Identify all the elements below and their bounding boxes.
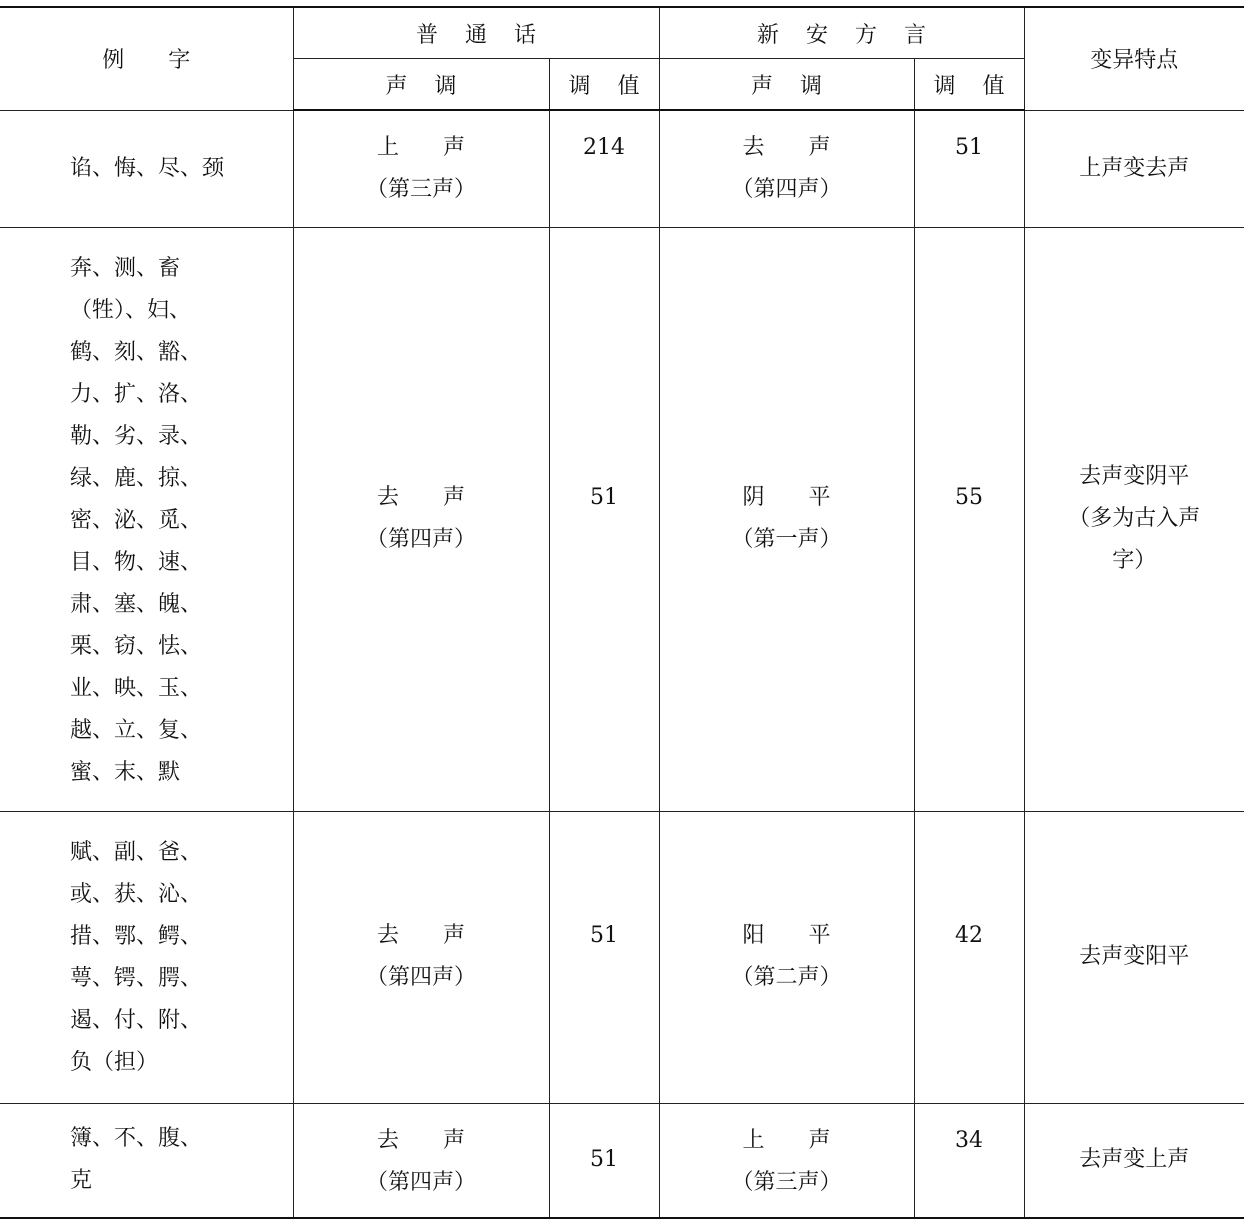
example-chars-line: 勒、劣、录、 (70, 423, 203, 449)
putonghua-value-cell: 214 (549, 110, 659, 227)
feature-line: 去声变阴平 (1079, 464, 1190, 489)
header-xa-value: 调 值 (914, 59, 1024, 111)
putonghua-tone-line: 上 声 (376, 135, 465, 160)
table-row (0, 227, 1244, 811)
feature-line: （多为古入声 (1068, 506, 1201, 531)
xinan-tone-line: 阴 平 (742, 485, 831, 510)
putonghua-value-cell: 51 (549, 811, 659, 1103)
xinan-tone-line: （第四声） (731, 177, 842, 202)
example-chars-line: （牲）、妇、 (70, 297, 192, 323)
feature-cell (1024, 110, 1244, 227)
table-row (0, 811, 1244, 1103)
xinan-tone-cell (659, 110, 914, 227)
putonghua-tone-cell (293, 811, 549, 1103)
feature-line: 去声变上声 (1079, 1147, 1190, 1173)
feature-cell (1024, 811, 1244, 1103)
xinan-tone-cell (659, 1103, 914, 1218)
example-chars-cell (0, 1103, 293, 1218)
feature-cell (1024, 227, 1244, 811)
header-xa-tone: 声 调 (659, 59, 914, 111)
xinan-tone-cell (659, 227, 914, 811)
xinan-value-cell: 51 (914, 110, 1024, 227)
example-chars-cell (0, 110, 293, 227)
xinan-tone-line: 上 声 (742, 1127, 831, 1153)
example-chars-line: 越、立、复、 (70, 717, 203, 743)
feature-line: 字） (1112, 548, 1157, 573)
header-pth-tone: 声 调 (293, 59, 549, 111)
table-row (0, 1103, 1244, 1218)
table-row (0, 110, 1244, 227)
feature-line: 上声变去声 (1079, 155, 1190, 181)
example-chars-line: 业、映、玉、 (70, 675, 203, 701)
table-body (0, 110, 1244, 1218)
example-chars-line: 目、物、速、 (70, 549, 203, 575)
putonghua-tone-cell (293, 227, 549, 811)
example-chars-line: 负（担） (70, 1049, 159, 1075)
example-chars-line: 措、鄂、鳄、 (70, 923, 203, 949)
xinan-tone-line: （第一声） (731, 527, 842, 552)
example-chars-line: 萼、锷、腭、 (70, 965, 203, 991)
header-example: 例 字 (0, 7, 293, 110)
header-pth-value: 调 值 (549, 59, 659, 111)
example-chars-line: 力、扩、洛、 (70, 381, 203, 407)
putonghua-tone-line: （第四声） (365, 965, 476, 990)
header-feature: 变异特点 (1024, 7, 1244, 110)
header-xinan-dialect: 新 安 方 言 (659, 7, 1024, 59)
tone-comparison-table (0, 6, 1244, 1219)
example-chars-line: 或、获、沁、 (70, 881, 203, 907)
example-chars-line: 克 (70, 1168, 93, 1194)
putonghua-tone-line: 去 声 (376, 923, 465, 948)
example-chars-cell (0, 227, 293, 811)
putonghua-tone-line: 去 声 (376, 1127, 465, 1153)
xinan-value-cell: 34 (914, 1103, 1024, 1218)
putonghua-tone-cell (293, 110, 549, 227)
example-chars-line: 遏、付、附、 (70, 1007, 203, 1033)
feature-cell (1024, 1103, 1244, 1218)
putonghua-tone-line: （第四声） (365, 527, 476, 552)
example-chars-line: 栗、窃、怯、 (70, 633, 203, 659)
example-chars-line: 密、泌、觅、 (70, 507, 203, 533)
example-chars-line: 簿、不、腹、 (70, 1126, 203, 1152)
xinan-tone-line: （第三声） (731, 1169, 842, 1195)
xinan-tone-line: 去 声 (742, 135, 831, 160)
example-chars-line: 谄、悔、尽、颈 (70, 155, 225, 181)
feature-line: 去声变阳平 (1079, 944, 1190, 969)
example-chars-line: 奔、测、畜 (70, 255, 181, 281)
header-row-1 (0, 7, 1244, 59)
putonghua-tone-line: （第四声） (365, 1169, 476, 1195)
putonghua-value-cell: 51 (549, 227, 659, 811)
xinan-tone-line: （第二声） (731, 965, 842, 990)
example-chars-cell (0, 811, 293, 1103)
example-chars-line: 赋、副、爸、 (70, 839, 203, 865)
xinan-tone-cell (659, 811, 914, 1103)
example-chars-line: 蜜、末、默 (70, 759, 181, 785)
putonghua-tone-cell (293, 1103, 549, 1218)
putonghua-tone-line: 去 声 (376, 485, 465, 510)
example-chars-line: 鹤、刻、豁、 (70, 339, 203, 365)
putonghua-value-cell: 51 (549, 1103, 659, 1218)
example-chars-line: 绿、鹿、掠、 (70, 465, 203, 491)
xinan-tone-line: 阳 平 (742, 923, 831, 948)
putonghua-tone-line: （第三声） (365, 177, 476, 202)
example-chars-line: 肃、塞、魄、 (70, 591, 203, 617)
header-putonghua: 普 通 话 (293, 7, 659, 59)
xinan-value-cell: 42 (914, 811, 1024, 1103)
xinan-value-cell: 55 (914, 227, 1024, 811)
